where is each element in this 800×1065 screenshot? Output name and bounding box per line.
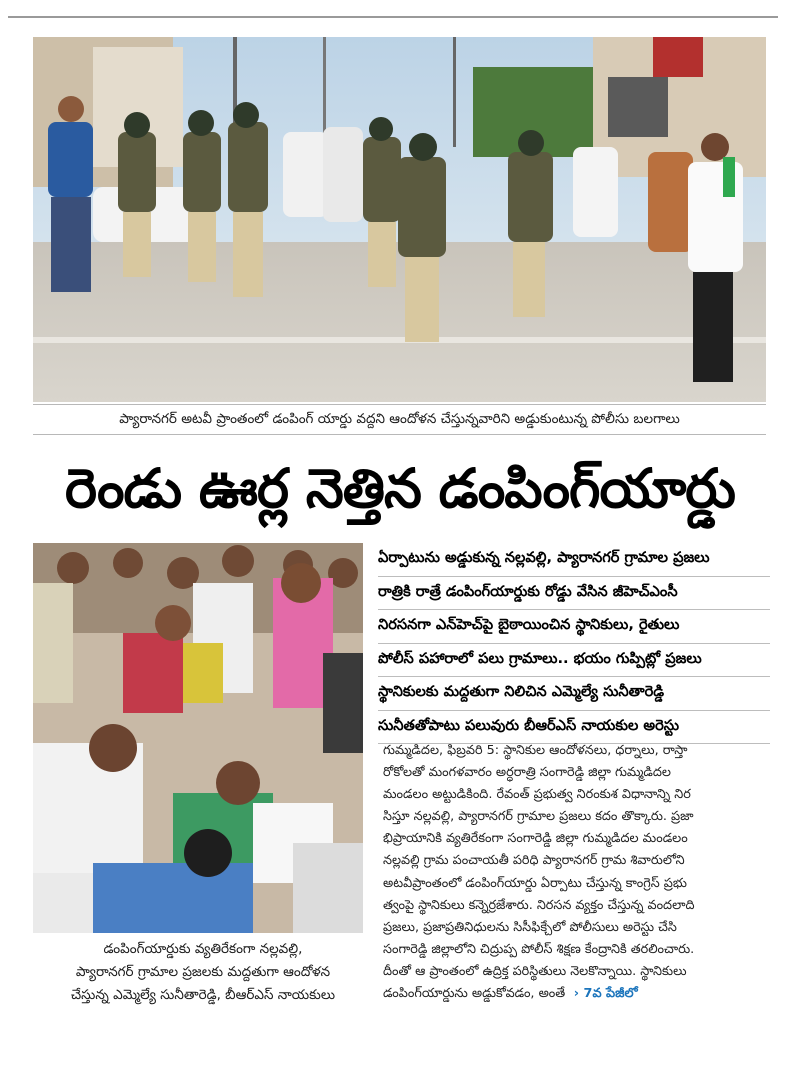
top-news-photo: [33, 37, 766, 402]
body-line: సిస్తూ నల్లవల్లి, ప్యారానగర్ గ్రామాల ప్రజలు కదం తొక్కారు. ప్రజా: [383, 809, 694, 825]
subhead: రాత్రికి రాత్రే డంపింగ్‌యార్డుకు రోడ్డు వేసిన జీహెచ్ఎంసీ: [378, 577, 770, 611]
subhead: సునీతతోపాటు పలువురు బీఆర్ఎస్ నాయకుల అరెస్టు: [378, 711, 770, 745]
body-line: ప్రజలు, ప్రజాప్రతినిధులను సిసీఫిక్చేలో పోలీసులు అరెస్టు చేసి: [383, 919, 677, 935]
body-last-line: [383, 983, 768, 1005]
continued-on-page-link[interactable]: [569, 986, 637, 1001]
page-top-rule: [8, 16, 778, 18]
headline: రెండు ఊర్ల నెత్తిన డంపింగ్‌యార్డు: [65, 457, 735, 520]
caption-line: చేస్తున్న ఎమ్మెల్యే సునీతారెడ్డి, బీఆర్ఎస్ నాయకులు: [70, 987, 336, 1003]
body-line: నల్లవల్లి గ్రామ పంచాయతీ పరిధి ప్యారానగర్ గ్రామ శివారులోని: [383, 853, 685, 869]
protest-sit-in-photo: [33, 543, 363, 933]
top-photo-caption: ప్యారానగర్ అటవీ ప్రాంతంలో డంపింగ్ యార్డు వద్దని ఆందోళన చేస్తున్నవారిని అడ్డుకుంటున్న పోలీసు బలగాలు: [119, 411, 680, 427]
caption-line: డంపింగ్‌యార్డుకు వ్యతిరేకంగా నల్లవల్లి,: [103, 941, 303, 957]
body-line: సంగారెడ్డి జిల్లాలోని చిద్రుప్ప పోలీస్ శిక్షణ కేంద్రానికి తరలించారు.: [383, 941, 695, 957]
subhead: ఏర్పాటును అడ్డుకున్న నల్లవల్లి, ప్యారానగర్ గ్రామాల ప్రజలు: [378, 543, 770, 577]
body-line: మండలం అట్టుడికింది. రేవంత్ ప్రభుత్వ నిరంకుశ విధానాన్ని నిర: [383, 787, 691, 803]
subhead: స్థానికులకు మద్దతుగా నిలిచిన ఎమ్మెల్యే సునీతారెడ్డి: [378, 677, 770, 711]
article-body: [383, 740, 768, 1005]
body-line: గుమ్మడిదల, ఫిబ్రవరి 5: స్థానికుల ఆందోళనలు, ధర్నాలు, రాస్తా: [383, 743, 688, 758]
continue-arrow-icon: ›: [573, 986, 580, 1002]
caption-line: ప్యారానగర్ గ్రామాల ప్రజలకు మద్దతుగా ఆందోళన: [75, 964, 331, 980]
body-line: దీంతో ఆ ప్రాంతంలో ఉద్రిక్త పరిస్థితులు నెలకొన్నాయి. స్థానికులు: [383, 963, 687, 979]
subhead: నిరసనగా ఎన్‌హెచ్‌పై బైఠాయించిన స్థానికులు, రైతులు: [378, 610, 770, 644]
body-line: డంపింగ్‌యార్డును అడ్డుకోవడం, అంతే: [383, 986, 566, 1002]
body-line: త్వంపై స్థానికులు కన్నెర్రజేశారు. నిరసన వ్యక్తం చేస్తున్న వందలాది: [383, 897, 695, 913]
caption-bottom-rule: [33, 434, 766, 435]
body-line: రోకోలతో మంగళవారం అర్ధరాత్రి సంగారెడ్డి జిల్లా గుమ్మడిదల: [383, 765, 671, 781]
body-line: అటవీప్రాంతంలో డంపింగ్‌యార్డు ఏర్పాటు చేస్తున్న కాంగ్రెస్ ప్రభు: [383, 875, 687, 891]
body-line: భిప్రాయానికి వ్యతిరేకంగా సంగారెడ్డి జిల్లా గుమ్మడిదల మండలం: [383, 831, 688, 847]
continue-label: 7వ పేజీలో: [583, 986, 638, 1002]
left-photo-caption: [33, 938, 373, 1007]
subhead: పోలీస్ పహారాలో పలు గ్రామాలు.. భయం గుప్పిట్లో ప్రజలు: [378, 644, 770, 678]
subheads-list: [378, 543, 770, 744]
